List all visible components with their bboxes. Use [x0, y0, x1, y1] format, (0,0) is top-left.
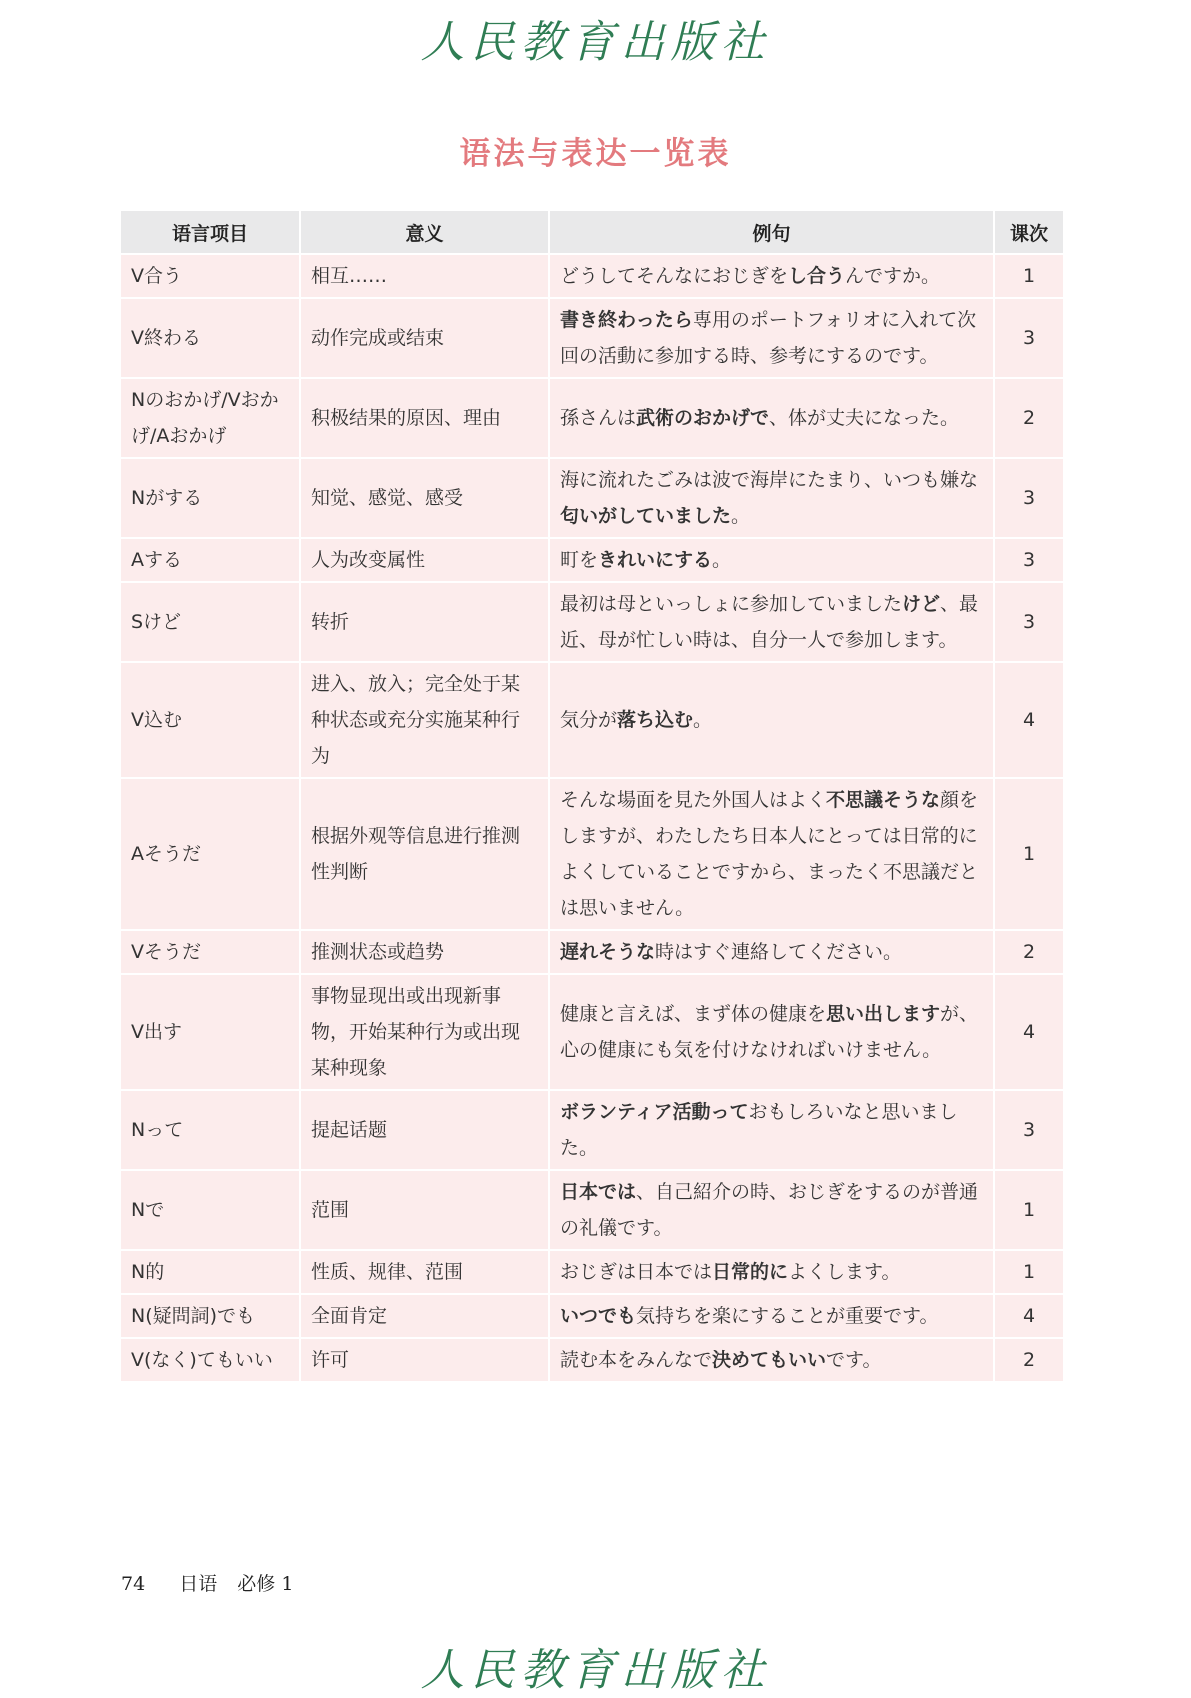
example-emphasis: 武術のおかげで: [636, 407, 770, 429]
cell-meaning: 进入、放入；完全处于某种状态或充分实施某种行为: [301, 663, 550, 779]
cell-meaning: 范围: [301, 1171, 550, 1251]
example-emphasis: 決めてもいい: [712, 1349, 827, 1371]
example-emphasis: 匂いがしていました: [560, 505, 732, 527]
cell-lesson: 1: [995, 255, 1063, 299]
cell-item: Nがする: [121, 459, 301, 539]
table-row: [121, 1339, 1063, 1383]
example-emphasis: 不思議そうな: [826, 789, 941, 811]
cell-example: 遅れそうな時はすぐ連絡してください。: [550, 931, 995, 975]
example-emphasis: けど: [902, 593, 941, 615]
header-item: 语言项目: [121, 211, 301, 255]
cell-example: 海に流れたごみは波で海岸にたまり、いつも嫌な匂いがしていました。: [550, 459, 995, 539]
cell-lesson: 1: [995, 1251, 1063, 1295]
table-header-row: [121, 211, 1063, 255]
page-footer: [121, 1569, 293, 1596]
cell-lesson: 3: [995, 459, 1063, 539]
cell-meaning: 相互……: [301, 255, 550, 299]
cell-lesson: 1: [995, 779, 1063, 931]
cell-meaning: 推测状态或趋势: [301, 931, 550, 975]
table-row: [121, 255, 1063, 299]
cell-example: おじぎは日本では日常的によくします。: [550, 1251, 995, 1295]
cell-item: V込む: [121, 663, 301, 779]
cell-lesson: 1: [995, 1171, 1063, 1251]
cell-lesson: 4: [995, 975, 1063, 1091]
table-row: [121, 663, 1063, 779]
table-row: [121, 1171, 1063, 1251]
cell-item: Vそうだ: [121, 931, 301, 975]
cell-meaning: 根据外观等信息进行推测性判断: [301, 779, 550, 931]
cell-example: 最初は母といっしょに参加していましたけど、最近、母が忙しい時は、自分一人で参加します。: [550, 583, 995, 663]
cell-meaning: 事物显现出或出现新事物，开始某种行为或出现某种现象: [301, 975, 550, 1091]
table-row: [121, 539, 1063, 583]
cell-item: V出す: [121, 975, 301, 1091]
cell-example: どうしてそんなにおじぎをし合うんですか。: [550, 255, 995, 299]
table-row: [121, 1295, 1063, 1339]
table-row: [121, 779, 1063, 931]
publisher-logo-bottom: 人民教育出版社: [420, 1645, 771, 1696]
cell-item: V(なく)てもいい: [121, 1339, 301, 1383]
cell-item: V合う: [121, 255, 301, 299]
cell-example: 書き終わったら専用のポートフォリオに入れて次回の活動に参加する時、参考にするのです。: [550, 299, 995, 379]
example-emphasis: 落ち込む: [617, 709, 694, 731]
example-emphasis: いつでも: [560, 1305, 637, 1327]
book-title: 日语: [179, 1573, 218, 1595]
cell-example: 日本では、自己紹介の時、おじぎをするのが普通の礼儀です。: [550, 1171, 995, 1251]
header-lesson: 课次: [995, 211, 1063, 255]
grammar-table: [121, 211, 1063, 1383]
cell-item: Aそうだ: [121, 779, 301, 931]
cell-item: Nって: [121, 1091, 301, 1171]
cell-meaning: 提起话题: [301, 1091, 550, 1171]
cell-meaning: 积极结果的原因、理由: [301, 379, 550, 459]
page-title: 语法与表达一览表: [459, 136, 732, 172]
example-emphasis: ボランティア活動って: [560, 1101, 749, 1123]
cell-item: Nのおかげ/Vおかげ/Aおかげ: [121, 379, 301, 459]
table-row: [121, 379, 1063, 459]
cell-item: Aする: [121, 539, 301, 583]
cell-lesson: 4: [995, 1295, 1063, 1339]
example-emphasis: 日本では: [560, 1181, 637, 1203]
cell-item: Sけど: [121, 583, 301, 663]
cell-meaning: 全面肯定: [301, 1295, 550, 1339]
cell-meaning: 动作完成或结束: [301, 299, 550, 379]
example-emphasis: 書き終わったら: [560, 309, 693, 331]
cell-lesson: 2: [995, 1339, 1063, 1383]
table-row: [121, 583, 1063, 663]
table-row: [121, 975, 1063, 1091]
example-emphasis: 日常的に: [712, 1261, 789, 1283]
table-row: [121, 459, 1063, 539]
cell-meaning: 知觉、感觉、感受: [301, 459, 550, 539]
header-example: 例句: [550, 211, 995, 255]
cell-meaning: 转折: [301, 583, 550, 663]
cell-item: N(疑問詞)でも: [121, 1295, 301, 1339]
cell-lesson: 3: [995, 539, 1063, 583]
cell-example: 健康と言えば、まず体の健康を思い出しますが、心の健康にも気を付けなければいけません。: [550, 975, 995, 1091]
cell-lesson: 2: [995, 931, 1063, 975]
cell-example: 気分が落ち込む。: [550, 663, 995, 779]
cell-lesson: 3: [995, 1091, 1063, 1171]
cell-example: そんな場面を見た外国人はよく不思議そうな顔をしますが、わたしたち日本人にとっては日常的によくしていることですから、まったく不思議だとは思いません。: [550, 779, 995, 931]
cell-example: 孫さんは武術のおかげで、体が丈夫になった。: [550, 379, 995, 459]
cell-meaning: 许可: [301, 1339, 550, 1383]
example-emphasis: 遅れそうな: [560, 941, 656, 963]
cell-item: Nで: [121, 1171, 301, 1251]
cell-example: いつでも気持ちを楽にすることが重要です。: [550, 1295, 995, 1339]
cell-meaning: 人为改变属性: [301, 539, 550, 583]
cell-item: V終わる: [121, 299, 301, 379]
cell-meaning: 性质、规律、范围: [301, 1251, 550, 1295]
cell-lesson: 3: [995, 583, 1063, 663]
header-meaning: 意义: [301, 211, 550, 255]
cell-example: 町をきれいにする。: [550, 539, 995, 583]
table-row: [121, 299, 1063, 379]
table-row: [121, 931, 1063, 975]
cell-lesson: 2: [995, 379, 1063, 459]
page-number: 74: [121, 1573, 146, 1595]
cell-lesson: 4: [995, 663, 1063, 779]
cell-example: ボランティア活動っておもしろいなと思いました。: [550, 1091, 995, 1171]
cell-item: N的: [121, 1251, 301, 1295]
example-emphasis: きれいにする: [598, 549, 713, 571]
cell-lesson: 3: [995, 299, 1063, 379]
publisher-logo-top: 人民教育出版社: [420, 17, 771, 68]
cell-example: 読む本をみんなで決めてもいいです。: [550, 1339, 995, 1383]
table-row: [121, 1251, 1063, 1295]
example-emphasis: し合う: [788, 265, 846, 287]
book-volume: 必修 1: [237, 1573, 294, 1595]
table-row: [121, 1091, 1063, 1171]
example-emphasis: 思い出します: [826, 1003, 941, 1025]
